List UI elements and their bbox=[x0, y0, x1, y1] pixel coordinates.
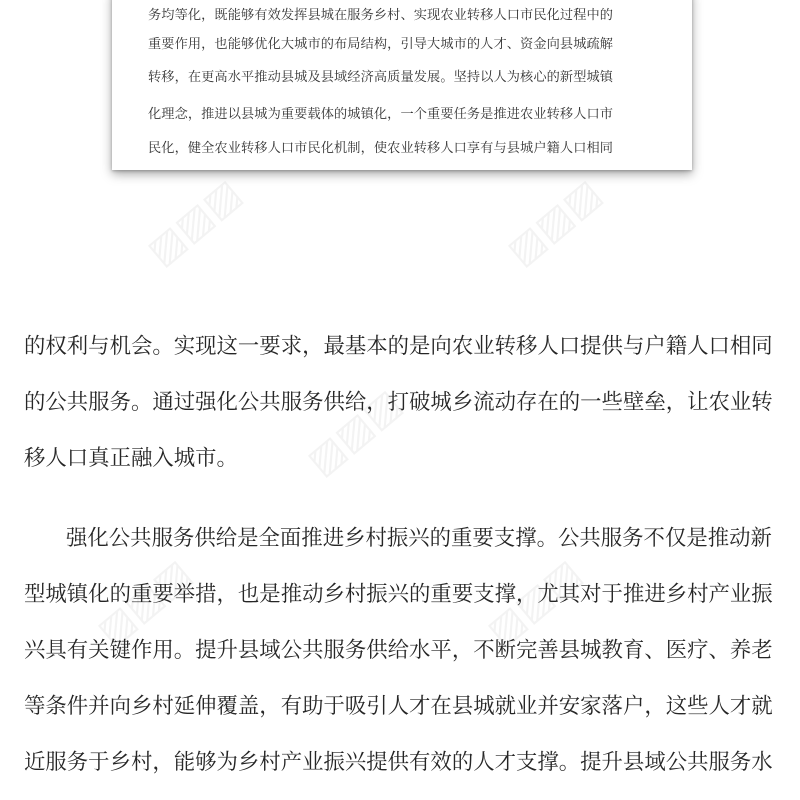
paragraph1-line-3: 移人口真正融入城市。 bbox=[24, 446, 238, 471]
embedded-document-card bbox=[112, 0, 692, 170]
watermark-mark: ▨▨▨ bbox=[498, 170, 610, 274]
card-line-2: 重要作用，也能够优化大城市的布局结构，引导大城市的人才、资金向县城疏解 bbox=[148, 37, 614, 52]
watermark-mark: ▨▨▨ bbox=[478, 550, 590, 654]
watermark-mark: ▨▨▨ bbox=[138, 170, 250, 274]
watermark-mark: ▨▨▨ bbox=[298, 380, 410, 484]
paragraph1-line-2: 的公共服务。通过强化公共服务供给，打破城乡流动存在的一些壁垒，让农业转 bbox=[24, 390, 773, 415]
paragraph2-line-5: 近服务于乡村，能够为乡村产业振兴提供有效的人才支撑。提升县域公共服务水 bbox=[24, 750, 773, 775]
card-line-1: 务均等化，既能够有效发挥县城在服务乡村、实现农业转移人口市民化过程中的 bbox=[148, 8, 614, 23]
paragraph2-line-2: 型城镇化的重要举措，也是推动乡村振兴的重要支撑，尤其对于推进乡村产业振 bbox=[24, 582, 773, 607]
watermark-mark: ▨▨▨ bbox=[88, 550, 200, 654]
card-line-3: 转移，在更高水平推动县城及县域经济高质量发展。坚持以人为核心的新型城镇 bbox=[148, 70, 614, 85]
paragraph1-line-1: 的权利与机会。实现这一要求，最基本的是向农业转移人口提供与户籍人口相同 bbox=[24, 334, 773, 359]
card-line-4: 化理念，推进以县城为重要载体的城镇化，一个重要任务是推进农业转移人口市 bbox=[148, 107, 614, 122]
paragraph2-line-3: 兴具有关键作用。提升县域公共服务供给水平，不断完善县城教育、医疗、养老 bbox=[24, 638, 773, 663]
card-line-5: 民化，健全农业转移人口市民化机制，使农业转移人口享有与县城户籍人口相同 bbox=[148, 141, 614, 156]
paragraph2-line-4: 等条件并向乡村延伸覆盖，有助于吸引人才在县城就业并安家落户，这些人才就 bbox=[24, 694, 773, 719]
paragraph2-line-1: 强化公共服务供给是全面推进乡村振兴的重要支撑。公共服务不仅是推动新 bbox=[66, 526, 772, 551]
